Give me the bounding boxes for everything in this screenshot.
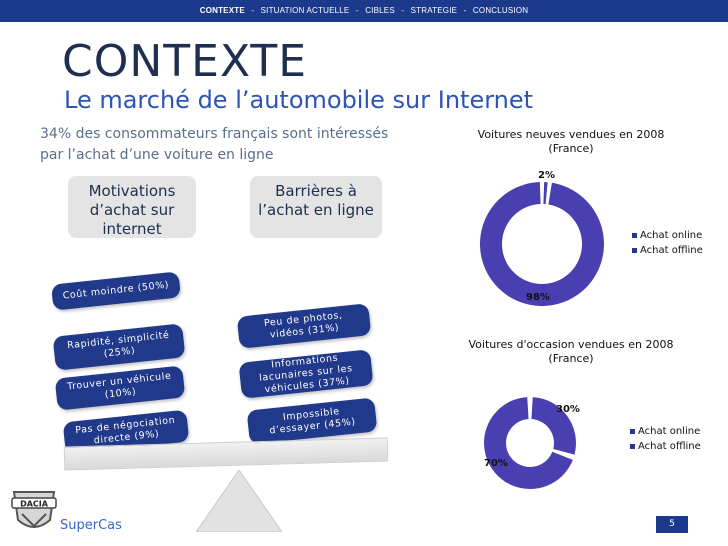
motivation-item-negociation: Pas de négociation directe (9%) bbox=[63, 410, 190, 455]
chart-used-label-offline: 70% bbox=[484, 458, 508, 469]
chart-new-label-offline: 98% bbox=[526, 292, 550, 303]
legend-swatch-icon bbox=[630, 444, 635, 449]
chart-new-title bbox=[462, 128, 680, 156]
nav-item-contexte[interactable]: CONTEXTE bbox=[199, 6, 245, 15]
barrier-item-essayer: Impossible d’essayer (45%) bbox=[247, 397, 378, 444]
donut-slice-online bbox=[543, 182, 547, 204]
page-title: CONTEXTE bbox=[62, 36, 307, 87]
chart-new-title-text: Voitures neuves vendues en 2008 bbox=[477, 128, 665, 141]
nav-separator: - bbox=[355, 6, 359, 15]
legend-label: Achat online bbox=[640, 230, 703, 241]
nav-item-situation-actuelle[interactable]: SITUATION ACTUELLE bbox=[260, 6, 350, 15]
barrier-item-informations: Informations lacunaires sur les véhicules (37%) bbox=[238, 349, 373, 399]
footer-brand-text: SuperCas bbox=[60, 518, 122, 533]
dacia-logo-icon bbox=[8, 486, 60, 538]
nav-separator: - bbox=[251, 6, 255, 15]
motivations-heading: Motivations d’achat sur internet bbox=[68, 176, 196, 238]
legend-swatch-icon bbox=[630, 429, 635, 434]
motivation-item-trouver: Trouver un véhicule (10%) bbox=[55, 365, 186, 410]
legend-swatch-icon bbox=[632, 233, 637, 238]
chart-new-legend bbox=[632, 228, 703, 258]
nav-item-cibles[interactable]: CIBLES bbox=[365, 6, 395, 15]
chart-new-label-online: 2% bbox=[538, 170, 555, 181]
chart-used-label-online: 30% bbox=[556, 404, 580, 415]
nav-item-strategie[interactable]: STRATEGIE bbox=[410, 6, 458, 15]
top-navigation-bar bbox=[0, 0, 728, 22]
barrier-item-photos: Peu de photos, vidéos (31%) bbox=[237, 303, 372, 349]
chart-used-subtitle: (France) bbox=[548, 352, 594, 365]
logo-brand-text: DACIA bbox=[20, 499, 48, 509]
nav-item-conclusion[interactable]: CONCLUSION bbox=[472, 6, 529, 15]
motivation-item-cout: Coût moindre (50%) bbox=[51, 271, 181, 310]
legend-swatch-icon bbox=[632, 248, 637, 253]
legend-label: Achat offline bbox=[640, 245, 703, 256]
chart-used-title-text: Voitures d'occasion vendues en 2008 bbox=[468, 338, 674, 351]
legend-item-online bbox=[632, 228, 703, 243]
legend-label: Achat offline bbox=[638, 441, 701, 452]
nav-separator: - bbox=[401, 6, 405, 15]
donut-slice-offline bbox=[480, 182, 604, 306]
page-number: 5 bbox=[656, 516, 688, 533]
nav-separator: - bbox=[463, 6, 467, 15]
chart-used-legend bbox=[630, 424, 701, 454]
legend-label: Achat online bbox=[638, 426, 701, 437]
legend-item-offline bbox=[630, 439, 701, 454]
balance-fulcrum bbox=[196, 470, 282, 532]
chart-used-title bbox=[462, 338, 680, 366]
page-subtitle: Le marché de l’automobile sur Internet bbox=[64, 86, 534, 114]
motivation-item-rapidite: Rapidité, simplicité (25%) bbox=[53, 323, 186, 370]
chart-new-subtitle: (France) bbox=[548, 142, 594, 155]
intro-text: 34% des consommateurs français sont intéressés par l’achat d’une voiture en ligne bbox=[40, 126, 389, 163]
legend-item-offline bbox=[632, 243, 703, 258]
legend-item-online bbox=[630, 424, 701, 439]
barriers-heading: Barrières à l’achat en ligne bbox=[250, 176, 382, 238]
